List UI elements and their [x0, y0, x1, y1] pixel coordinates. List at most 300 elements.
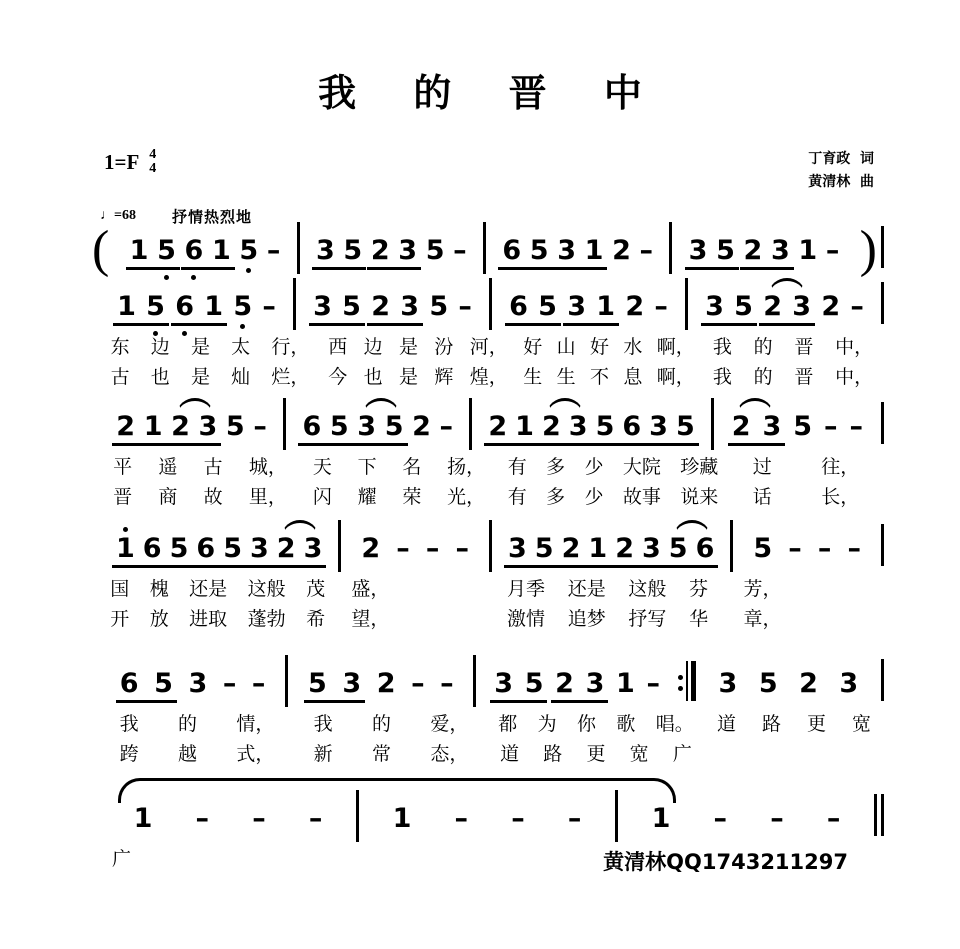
lyric-syllable: 中， — [835, 365, 874, 388]
note-dash: – — [713, 803, 728, 834]
lyric-syllable: 的 — [753, 335, 773, 358]
note: 5 — [712, 237, 739, 274]
note: 6 — [116, 670, 143, 707]
lyrics-block-5 — [0, 707, 960, 767]
lyric-syllable: 好 — [523, 335, 543, 358]
lyric-syllable: 广 — [112, 847, 132, 870]
note: 2 — [611, 535, 638, 572]
note: 3 — [246, 535, 273, 572]
music-system-4 — [0, 520, 960, 572]
lyric-syllable: 河， — [469, 335, 508, 358]
lyric-syllable: 唱。 — [655, 712, 694, 735]
note: 1 — [392, 803, 412, 834]
key-signature-group — [104, 148, 156, 177]
lyric-syllable: 光， — [447, 485, 486, 508]
measure — [338, 520, 489, 572]
note: 5 — [166, 535, 193, 572]
lyric-syllable: 广 — [672, 742, 692, 765]
note-dash: – — [195, 803, 210, 834]
lyric-syllable: 边 — [363, 335, 383, 358]
note: 3 — [309, 293, 336, 330]
note: 1 — [112, 535, 139, 572]
lyric-syllable: 是 — [398, 365, 418, 388]
note-dash: – — [455, 533, 469, 564]
measure — [473, 655, 677, 707]
lyric-syllable: 话 — [752, 485, 772, 508]
lyric-syllable: 扬， — [447, 455, 486, 478]
intro-close-paren: ) — [859, 220, 877, 278]
note: 6 — [181, 237, 208, 274]
lyric-line-verse2 — [0, 480, 960, 510]
note: 6 — [618, 413, 645, 450]
note: 3 — [839, 668, 859, 699]
measure — [297, 222, 483, 274]
lyric-syllable: 也 — [363, 365, 383, 388]
lyric-line-verse1 — [0, 450, 960, 480]
lyric-syllable: 路 — [761, 712, 781, 735]
lyric-syllable: 灿 — [231, 365, 251, 388]
author-signature: 黄清林QQ1743211297 — [603, 850, 848, 874]
lyric-syllable: 城， — [248, 455, 287, 478]
lyric-line-verse2 — [0, 737, 960, 767]
note: 3 — [685, 237, 712, 274]
note: 5 — [229, 293, 256, 330]
note: 2 — [361, 533, 381, 564]
note: 5 — [665, 535, 692, 572]
note: 5 — [526, 237, 553, 274]
note-dash: – — [252, 803, 266, 834]
lyric-syllable: 的 — [753, 365, 773, 388]
note: 1 — [592, 293, 619, 330]
lyric-syllable: 也 — [150, 365, 170, 388]
note-dash: – — [788, 533, 802, 564]
lyric-syllable: 国 — [110, 577, 130, 600]
lyric-syllable: 多 — [546, 485, 566, 508]
lyric-syllable: 平 — [113, 455, 133, 478]
note-dash: – — [454, 803, 469, 834]
note: 5 — [150, 670, 177, 707]
measure — [669, 222, 855, 274]
note: 2 — [376, 668, 396, 699]
note-dash: – — [266, 235, 281, 266]
lyric-syllable: 蓬勃 — [247, 607, 286, 630]
lyric-syllable: 东 — [110, 335, 130, 358]
note-dash: – — [308, 803, 323, 834]
lyric-syllable: 道 — [500, 742, 520, 765]
note: 2 — [625, 291, 645, 322]
music-system-3 — [0, 398, 960, 450]
note: 3 — [394, 237, 421, 274]
lyric-syllable: 故 — [203, 485, 223, 508]
note: 3 — [553, 237, 580, 274]
note: 2 — [273, 535, 300, 572]
note-dash: – — [222, 668, 237, 699]
lyricist-credit: 丁育政 词 — [808, 151, 874, 167]
note: 2 — [612, 235, 631, 266]
lyric-line-verse1 — [0, 330, 960, 360]
lyric-syllable: 我 — [313, 712, 333, 735]
note-dash: – — [251, 668, 266, 699]
note-dash: – — [817, 533, 832, 564]
lyric-syllable: 希 — [306, 607, 326, 630]
lyric-syllable: 还是 — [189, 577, 228, 600]
lyric-syllable: 道 — [716, 712, 736, 735]
note: 6 — [505, 293, 532, 330]
measure — [469, 398, 710, 450]
measure — [293, 278, 489, 330]
note: 5 — [326, 413, 353, 450]
lyric-syllable: 我 — [119, 712, 139, 735]
expression-marking: 抒情热烈地 — [172, 208, 253, 226]
lyric-syllable: 啊， — [656, 335, 695, 358]
music-system-5 — [0, 655, 960, 707]
lyric-syllable: 煌， — [469, 365, 508, 388]
note: 5 — [534, 293, 561, 330]
measure — [696, 655, 881, 707]
final-barline — [874, 784, 884, 842]
note: 3 — [300, 535, 327, 572]
note: 1 — [140, 413, 167, 450]
note: 2 — [167, 413, 194, 450]
lyric-syllable: 水 — [623, 335, 643, 358]
lyric-syllable: 常 — [371, 742, 391, 765]
note: 2 — [728, 413, 755, 450]
credits — [808, 148, 874, 194]
lyric-syllable: 新 — [313, 742, 333, 765]
note: 5 — [429, 291, 449, 322]
lyric-syllable: 章， — [743, 607, 782, 630]
lyric-syllable: 更 — [806, 712, 826, 735]
measure — [100, 655, 285, 707]
lyric-syllable: 多 — [546, 455, 566, 478]
note: 3 — [701, 293, 728, 330]
note: 5 — [531, 535, 558, 572]
lyric-syllable: 是 — [398, 335, 418, 358]
note: 1 — [208, 237, 235, 274]
lyric-syllable: 望， — [351, 607, 390, 630]
measure — [483, 222, 669, 274]
lyric-syllable: 古 — [110, 365, 130, 388]
lyric-syllable: 太 — [231, 335, 251, 358]
lyric-syllable: 下 — [357, 455, 377, 478]
note-dash: – — [567, 803, 582, 834]
lyric-syllable: 情， — [236, 712, 275, 735]
note-dash: – — [654, 291, 668, 322]
note: 5 — [592, 413, 619, 450]
lyric-syllable: 开 — [110, 607, 130, 630]
lyric-syllable: 少 — [584, 485, 604, 508]
lyric-syllable: 是 — [190, 335, 210, 358]
lyric-syllable: 过 — [752, 455, 772, 478]
lyric-syllable: 生 — [556, 365, 576, 388]
note: 5 — [339, 237, 366, 274]
lyric-syllable: 我 — [712, 365, 732, 388]
note: 1 — [584, 535, 611, 572]
note-dash: – — [849, 411, 863, 442]
lyric-syllable: 宽 — [851, 712, 871, 735]
lyric-syllable: 行， — [271, 335, 310, 358]
note-dash: – — [646, 668, 660, 699]
barline — [881, 514, 884, 572]
lyric-syllable: 进取 — [189, 607, 228, 630]
note-dash: – — [411, 668, 425, 699]
lyric-syllable: 态， — [430, 742, 469, 765]
note: 6 — [192, 535, 219, 572]
note: 5 — [672, 413, 699, 450]
note: 3 — [718, 668, 738, 699]
note: 1 — [113, 293, 140, 330]
measure — [685, 278, 881, 330]
note: 5 — [521, 670, 548, 707]
note: 3 — [767, 237, 794, 274]
measure — [489, 520, 730, 572]
lyric-syllable: 有 — [507, 485, 527, 508]
note-dash: – — [511, 803, 525, 834]
note: 2 — [821, 291, 841, 322]
lyric-syllable: 中， — [835, 335, 874, 358]
note: 2 — [558, 535, 585, 572]
measure — [100, 520, 338, 572]
note-dash: – — [440, 668, 454, 699]
lyric-syllable: 追梦 — [567, 607, 606, 630]
note: 6 — [171, 293, 198, 330]
lyric-syllable: 都 — [498, 712, 518, 735]
measure — [356, 790, 615, 842]
note: 3 — [338, 670, 365, 707]
note: 3 — [638, 535, 665, 572]
note: 3 — [565, 413, 592, 450]
lyric-syllable: 有 — [507, 455, 527, 478]
note: 2 — [759, 293, 786, 330]
note: 2 — [412, 411, 431, 442]
note-dash: – — [453, 235, 467, 266]
measure — [283, 398, 469, 450]
lyric-syllable: 珍藏 — [680, 455, 719, 478]
music-system-intro — [0, 220, 960, 278]
measure — [615, 790, 874, 842]
measure — [711, 398, 881, 450]
note-dash: – — [847, 533, 861, 564]
measure — [100, 278, 293, 330]
note: 3 — [504, 535, 531, 572]
lyric-syllable: 路 — [543, 742, 563, 765]
lyric-syllable: 月季 — [506, 577, 545, 600]
note: 3 — [353, 413, 380, 450]
lyric-syllable: 往， — [821, 455, 860, 478]
note: 6 — [139, 535, 166, 572]
note: 5 — [142, 293, 169, 330]
lyric-syllable: 大院 — [622, 455, 661, 478]
meter-numerator: 4 — [149, 147, 157, 162]
note: 2 — [740, 237, 767, 274]
meter-denominator: 4 — [149, 161, 157, 177]
repeat-end-barline — [678, 649, 696, 707]
note: 3 — [396, 293, 423, 330]
barline — [881, 392, 884, 450]
note: 1 — [511, 413, 538, 450]
lyric-syllable: 说来 — [680, 485, 719, 508]
note: 6 — [498, 237, 525, 274]
lyric-syllable: 西 — [328, 335, 348, 358]
lyric-syllable: 歌 — [616, 712, 636, 735]
lyric-syllable: 商 — [158, 485, 178, 508]
tempo-marking: ♩=68 — [100, 208, 136, 223]
note: 1 — [581, 237, 608, 274]
measure — [100, 790, 356, 842]
note: 2 — [367, 237, 394, 274]
lyric-syllable: 抒写 — [628, 607, 667, 630]
lyric-syllable: 爱， — [430, 712, 469, 735]
lyric-syllable: 边 — [150, 335, 170, 358]
note-dash: – — [770, 803, 784, 834]
note-dash: – — [639, 235, 654, 266]
note: 5 — [153, 237, 180, 274]
lyric-syllable: 晋 — [794, 335, 814, 358]
note-dash: – — [439, 411, 454, 442]
lyric-syllable: 式， — [236, 742, 275, 765]
lyric-syllable: 少 — [584, 455, 604, 478]
barline — [881, 272, 884, 330]
lyric-syllable: 的 — [177, 712, 197, 735]
barline — [881, 216, 884, 274]
note: 6 — [692, 535, 719, 572]
note: 3 — [188, 668, 208, 699]
note: 2 — [484, 413, 511, 450]
music-system-2 — [0, 278, 960, 330]
lyric-syllable: 啊， — [656, 365, 695, 388]
lyric-syllable: 长， — [821, 485, 860, 508]
note: 5 — [381, 413, 408, 450]
note-dash: – — [262, 291, 276, 322]
lyric-syllable: 你 — [576, 712, 596, 735]
measure — [285, 655, 473, 707]
lyric-syllable: 息 — [623, 365, 643, 388]
lyric-syllable: 的 — [371, 712, 391, 735]
note-dash: – — [825, 235, 840, 266]
note: 5 — [235, 237, 262, 274]
lyric-syllable: 激情 — [506, 607, 545, 630]
note: 3 — [645, 413, 672, 450]
lyric-syllable: 故事 — [622, 485, 661, 508]
note-dash: – — [826, 803, 841, 834]
note: 3 — [759, 413, 786, 450]
lyric-syllable: 天 — [312, 455, 332, 478]
lyric-syllable: 槐 — [149, 577, 169, 600]
lyric-syllable: 放 — [149, 607, 169, 630]
note-dash: – — [458, 291, 472, 322]
lyric-line-verse1 — [0, 572, 960, 602]
lyric-syllable: 这般 — [628, 577, 667, 600]
composer-credit: 黄清林 曲 — [808, 174, 874, 191]
lyric-syllable: 闪 — [312, 485, 332, 508]
note: 2 — [112, 413, 139, 450]
measure — [100, 398, 283, 450]
note: 3 — [788, 293, 815, 330]
note: 5 — [753, 533, 773, 564]
note: 5 — [304, 670, 331, 707]
lyric-syllable: 耀 — [357, 485, 377, 508]
lyric-syllable: 今 — [328, 365, 348, 388]
lyric-syllable: 晋 — [794, 365, 814, 388]
note: 5 — [758, 668, 778, 699]
lyric-syllable: 烂， — [271, 365, 310, 388]
lyrics-block-2 — [0, 330, 960, 390]
note: 3 — [582, 670, 609, 707]
note: 2 — [538, 413, 565, 450]
lyric-syllable: 宽 — [629, 742, 649, 765]
key-signature: 1=F — [104, 149, 140, 174]
lyric-syllable: 越 — [177, 742, 197, 765]
note: 3 — [490, 670, 517, 707]
lyric-syllable: 为 — [537, 712, 557, 735]
lyric-syllable: 晋 — [113, 485, 133, 508]
note-dash: – — [425, 533, 440, 564]
lyric-syllable: 名 — [402, 455, 422, 478]
lyric-syllable: 里， — [248, 485, 287, 508]
lyric-syllable: 我 — [712, 335, 732, 358]
note: 1 — [651, 803, 671, 834]
note-dash: – — [850, 291, 864, 322]
lyric-syllable: 遥 — [158, 455, 178, 478]
note: 5 — [793, 411, 813, 442]
note: 5 — [730, 293, 757, 330]
time-signature — [149, 148, 156, 177]
note: 5 — [425, 235, 445, 266]
note: 1 — [126, 237, 153, 274]
music-system-6 — [0, 790, 960, 842]
lyric-syllable: 茂 — [306, 577, 326, 600]
lyric-syllable: 更 — [586, 742, 606, 765]
page-title: 我 的 晋 中 — [318, 71, 664, 115]
lyric-syllable: 这般 — [247, 577, 286, 600]
note: 1 — [798, 235, 818, 266]
note-dash: – — [253, 411, 267, 442]
lyric-syllable: 跨 — [119, 742, 139, 765]
lyric-syllable: 荣 — [402, 485, 422, 508]
note: 3 — [195, 413, 222, 450]
measure — [489, 278, 685, 330]
intro-open-paren: ( — [92, 220, 110, 278]
barline — [881, 649, 884, 707]
measure — [113, 222, 296, 274]
note: 1 — [133, 803, 153, 834]
note: 2 — [799, 668, 818, 699]
lyric-syllable: 山 — [556, 335, 576, 358]
note: 5 — [219, 535, 246, 572]
note-dash: – — [396, 533, 410, 564]
lyric-syllable: 古 — [203, 455, 223, 478]
lyric-syllable: 华 — [689, 607, 709, 630]
lyric-syllable: 芳， — [743, 577, 782, 600]
lyric-syllable: 芬 — [689, 577, 709, 600]
lyrics-block-3 — [0, 450, 960, 510]
note: 1 — [200, 293, 227, 330]
lyric-syllable: 盛， — [351, 577, 390, 600]
note: 3 — [312, 237, 339, 274]
note: 3 — [563, 293, 590, 330]
measure — [730, 520, 881, 572]
lyric-syllable: 生 — [523, 365, 543, 388]
lyric-line-verse2 — [0, 360, 960, 390]
lyric-line-verse2 — [0, 602, 960, 632]
lyrics-block-4 — [0, 572, 960, 632]
note-dash: – — [824, 411, 838, 442]
lyric-syllable: 辉 — [434, 365, 454, 388]
lyric-line-verse1 — [0, 707, 960, 737]
note: 1 — [616, 668, 635, 699]
note: 6 — [298, 413, 325, 450]
lyric-syllable: 好 — [589, 335, 609, 358]
